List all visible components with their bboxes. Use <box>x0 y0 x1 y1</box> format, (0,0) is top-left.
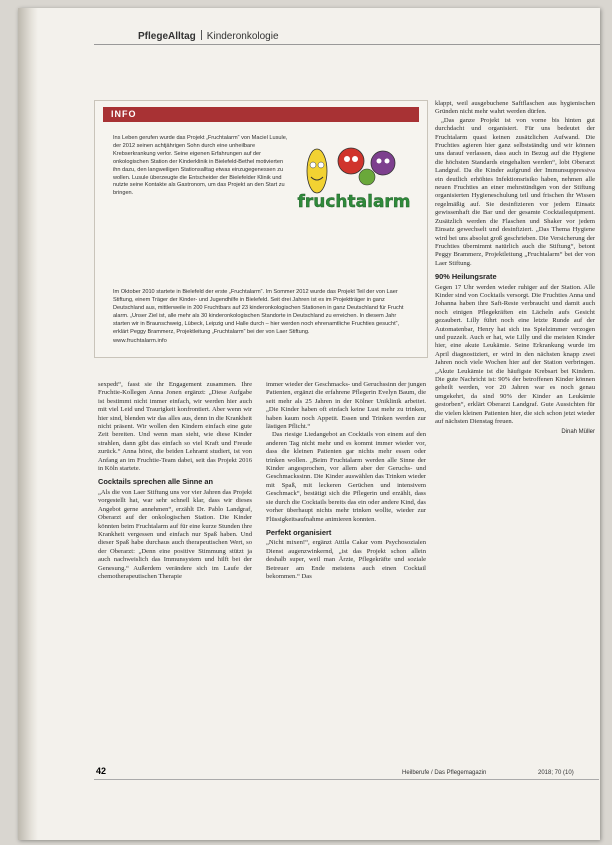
info-box <box>94 100 428 358</box>
column-1-paragraph: „Als die von Laer Stiftung uns vor vier Jahren das Projekt vorgestellt hat, war sehr schnell klar, dass wir dieses Angebot gerne annehmen“, erzählt Dr. Pablo Landgraf, Oberarzt auf der onkologischen Station. Die Kinder könnten beim Fruchtalarm auf für eine kurze Stunden ihre Krankheit vergessen und einfach nur Spaß haben. Und dieser Spaß habe durchaus auch therapeutischen Wert, so der Oberarzt: „Denn eine positive Stimmung stützt ja auch nachweislich das Immunsystem und hilft bei der Genesung.“ Außerdem verändere sich im Laufe der chemotherapeutischen Therapie <box>98 488 252 580</box>
subheading-heilungsrate: 90% Heilungsrate <box>435 272 497 282</box>
logo-wordmark: fruchtalarm <box>297 192 411 212</box>
footer-issue: 2018; 70 (10) <box>538 770 574 776</box>
footer-rule <box>94 779 599 780</box>
info-paragraph-1: Ins Leben gerufen wurde das Projekt „Fruchtalarm“ von Maciel Lusule, der 2012 seinen achtjährigen Sohn durch eine unheilbare Krebserkrankung verlor. Seine eigenen Erfahrungen auf der onkologischen Station der Kinderklinik in Bielefeld-Bethel motivierten ihn dazu, den langweiligen Stationsalltag etwas einzugegenessen zu wollen. Lusule überzeugte die Entscheider der Bielefelder Klinik und nutzte seine Kontakte als Gastronom, um das Projekt an den Start zu bringen. <box>113 135 288 197</box>
section-label: PflegeAlltag <box>138 31 196 42</box>
topic-label: Kinderonkologie <box>206 31 279 42</box>
info-paragraph-2: Im Oktober 2010 startete in Bielefeld der erste „Fruchtalarm“. Im Sommer 2012 wurde das Projekt Teil der von Laer Stiftung, einem Träger der Kinder- und Jugendhilfe in Bielefeld. Seit drei Jahren ist es im Projektträger in ganz Deutschland aus, mittlerweile in 200 Fruchtbars auf 23 kinderonkologischen Stationen in ganz Deutschland für Frucht alarm. „Unser Ziel ist, alle mehr als 30 kinderonkologischen Standorte in Deutschland zu erreichen. In diesem Jahr starten wir in Braunschweig, Lübeck, Leipzig und Halle durch – hier werden noch ehrenamtliche Fruchties gesucht“, erklärt Peggy Brammerz, Projektleitung „Fruchtalarm“ bei der von Laer Stiftung. <box>113 289 404 335</box>
magazine-page <box>18 8 600 840</box>
header-rule <box>94 44 600 45</box>
info-website: www.fruchtalarm.info <box>113 338 167 344</box>
column-1-paragraph: sexpedt“, fasst sie ihr Engagement zusammen. Ihre Fruchtie-Kollegen Anna Jonen ergänzt: „Diese Aufgabe ist bestimmt nicht immer einfach, wir werden hier auch mit viel Leid und Traurigkeit konfrontiert. Aber wenn wir hier sind, blenden wir das alles aus, denn in die Krankheit nicht präsent. Wir wollen den Kindern einfach eine gute Zeit bereiten. Und wenn man sieht, wie diese Kinder strahlen, dann gibt das einfach so viel Kraft und Freude zurück.“ Anna hörst, die beiden Lehramt studiert, ist von Anfang an im Fruchtie-Team dabei, seit das Projekt 2016 in Köln startete. <box>98 381 252 473</box>
fruchtalarm-logo <box>295 133 413 225</box>
column-3-paragraph: Gegen 17 Uhr werden wieder ruhiger auf der Station. Alle Kinder sind von Cocktails versorgt. Die Fruchties Anna und Johanna haben ihre Saft-Reste verbraucht und damit auch noch einigen Pflegekräften ein Lächeln aufs Gesicht gezaubert. Lilly führt noch eine letzte Runde auf der Automatenbar, Henry hat sich ins Spielzimmer verzogen und puzzelt. Auch er hat, wie Lilly und die meisten Kinder hier, eine akute Leukämie. Seine Erkrankung wurde im April diagnostiziert, er wird in den nächsten knapp zwei Jahren noch viele Wochen hier auf der Station verbringen. „Akute Leukämie ist die häufigste Krebsart bei Kindern. Die gute Nachricht ist: 90% der betroffenen Kinder können geheilt werden, vor 20 Jahren war es noch genau umgekehrt, da sind 90% der Kinder an Leukämie gestorben“, erklärt Oberarzt Landgraf. Gute Aussichten für die vielen kleinen Patienten hier, die sich schon jetzt wieder auf nächsten Dienstag freuen. <box>435 283 595 426</box>
page-number: 42 <box>96 766 107 776</box>
column-2 <box>266 381 426 581</box>
column-2-paragraph: „Nicht mixen!“, ergänzt Attila Cakar vom Psychosozialen Dienst augenzwinkernd, „ist das Projekt schon allein deshalb super, weil man Ärzte, Pflegekräfte und soziale Betreuer am Ende meistens auch einen Cocktail bekommen.“ Das <box>266 539 426 580</box>
column-3 <box>435 100 595 437</box>
column-3-paragraph: klappt, weil ausgebuchene Saftflaschen aus hygienischen Gründen nicht mehr wahrt werden dürfen. <box>435 100 595 116</box>
column-3-paragraph: „Das ganze Projekt ist von vorne bis hinten gut durchdacht und organisiert. Für uns bedeutet der Fruchtalarm quasi keinen zusätzlichen Aufwand. Die Fruchties agieren hier ganz selbstständig und wir können uns darauf verlassen, dass auch in Bezug auf die Hygiene die höchsten Standards eingehalten werden“, lobt Oberarzt Landgraf. Da die Kinder aufgrund der Immunsuppressiva ein deutlich erhöhtes Infektionsrisiko haben, nehmen alle neuen Fruchties an einer mehrstündigen von der Stiftung organisierten Hygieneschulung teil und frischen ihr Wissen regelmäßig auf. Sie desinfizieren vor jedem Einsatz gewissenhaft die Bar und der gesamte Cocktailequipment. Zusätzlich werden die Flaschen und Shaker vor jedem Einsatz gewechselt und desinfiziert. „Das Thema Hygiene wird bei uns absolut groß geschrieben. Die Versicherung der Fruchties übernimmt natürlich auch die Stiftung“, betont Peggy Brammerz, Projektleitung „Fruchtalarm“ bei der von Laer Stiftung. <box>435 116 595 267</box>
column-2-paragraph: Das riesige Liedangebot an Cocktails von einem auf den anderen Tag nicht mehr und es kommt immer wieder vor, dass die kleinen Patienten gar nichts mehr essen oder trinken wollen. „Beim Fruchtalarm werden alle Sinne der Kinder angesprochen, vor allem aber der Geruchs- und Geschmackssinn. Die Kinder auswählen das Trinken wieder mit Spaß, mit leckeren Gerüchen und intensivem Geschmack“, bestätigt sich die Pflegerin und erzählt, dass sie durch die Cocktails bereits das ein oder andere Kind, das vorher überhaupt nichts mehr trinken wollte, wieder zur Flüssigkeitsaufnahme animieren konnten. <box>266 431 426 523</box>
column-1 <box>98 381 252 581</box>
page-spine-shadow <box>18 8 38 840</box>
info-title: INFO <box>103 107 419 122</box>
subheading-perfekt-organisiert: Perfekt organisiert <box>266 527 332 537</box>
footer-magazine: Heilberufe / Das Pflegemagazin <box>402 770 487 776</box>
subheading-cocktails: Cocktails sprechen alle Sinne an <box>98 477 214 487</box>
column-2-paragraph: immer wieder der Geschmacks- und Geruchssinn der jungen Patienten, ergänzt die erfahrene Pflegerin Evelyn Baum, die seit mehr als 25 Jahren in der Kölner Uniklinik arbeitet. „Die Kinder haben oft einfach keine Lust mehr zu trinken, haben kaum noch Appetit. Essen und Trinken werden zur lästigen Pflicht.“ <box>266 381 426 431</box>
header-separator <box>201 30 202 40</box>
page-header <box>138 30 279 42</box>
author-credit: Dinah Müller <box>561 429 595 436</box>
